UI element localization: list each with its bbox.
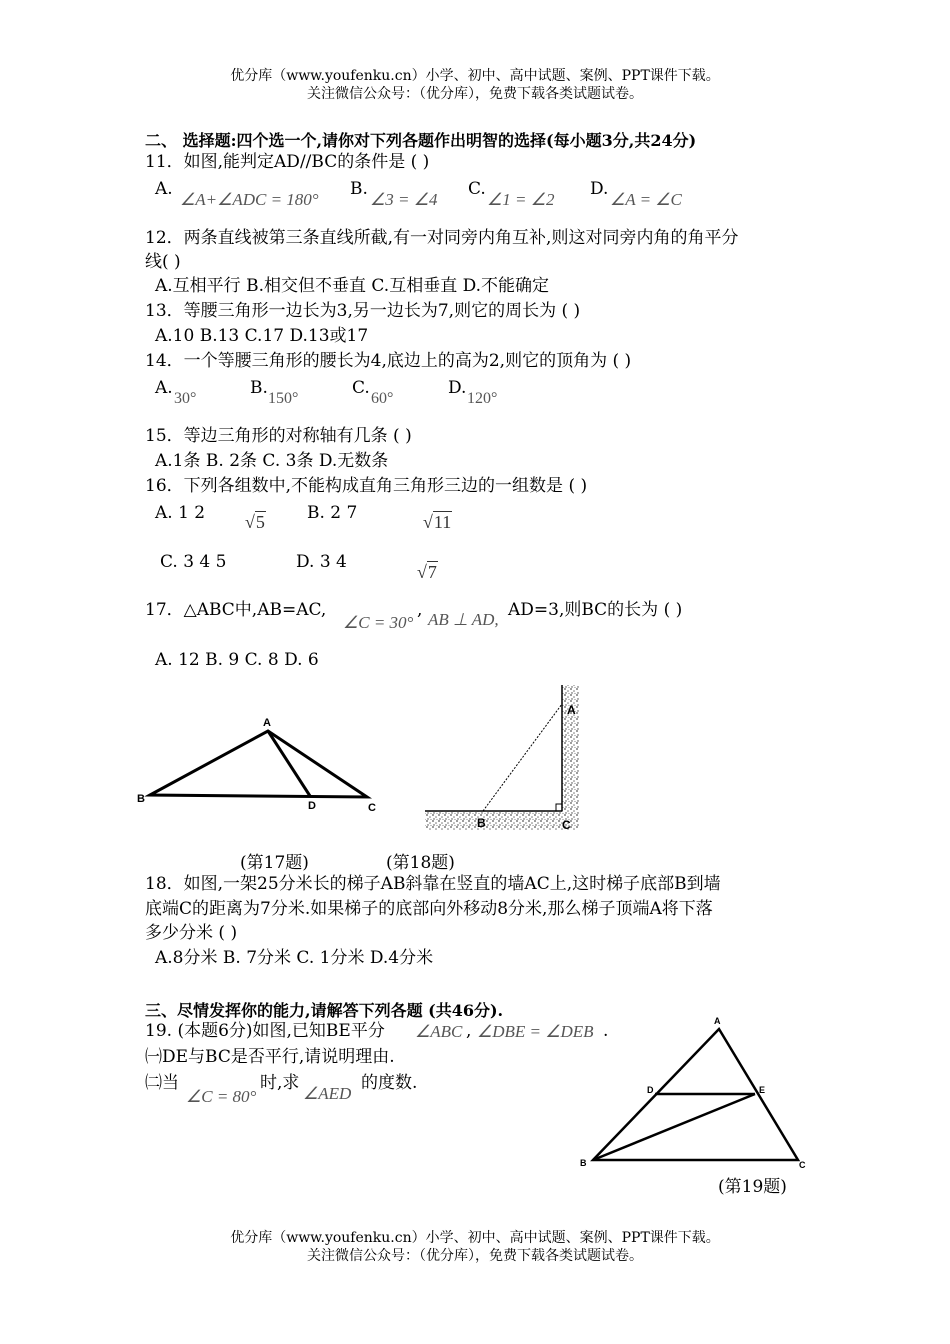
section3-title: 三、尽情发挥你的能力,请解答下列各题 (共46分). [145,1001,504,1020]
q12-stem-line-1: 12．两条直线被第三条直线所截,有一对同旁内角互补,则这对同旁内角的角平分 [145,228,739,248]
q14-option-b-math: 150° [268,390,299,407]
q15-options: A.1条 B. 2条 C. 3条 D.无数条 [155,451,389,471]
q19-stem: 19. (本题6分)如图,已知BE平分 [145,1021,385,1041]
q16-option-d: D. 3 4 [296,552,347,572]
figure-17-segment-ad [268,731,310,796]
q13-stem: 13．等腰三角形一边长为3,另一边长为7,则它的周长为 ( ) [145,301,581,321]
figure-19-segment-be [593,1094,755,1160]
q11-option-c-label: C. [468,179,486,199]
caption-figure-18: (第18题) [386,853,455,873]
q17-comma: , [417,600,423,620]
q19-part-2-mid: 时,求 [260,1073,300,1093]
q12-options: A.互相平行 B.相交但不垂直 C.互相垂直 D.不能确定 [155,276,550,296]
q16-option-b-radicand: 11 [433,512,452,532]
q14-stem: 14．一个等腰三角形的腰长为4,底边上的高为2,则它的顶角为 ( ) [145,351,632,371]
q19-part-2-angle-aed: ∠AED [303,1084,352,1103]
q17-ab-perp-ad: AB ⊥ AD, [428,610,499,629]
figure-19-label-d: D [647,1085,654,1095]
q11-option-a-label: A. [155,179,173,199]
figure-17-label-b: B [137,793,145,805]
q19-part-1: ㈠DE与BC是否平行,请说明理由. [145,1047,395,1067]
q14-option-a-label: A. [155,378,173,398]
caption-figure-17: (第17题) [240,853,309,873]
q18-options: A.8分米 B. 7分米 C. 1分米 D.4分米 [155,948,434,968]
q19-comma: , [466,1021,472,1041]
header-line-2: 关注微信公众号：（优分库），免费下载各类试题试卷。 [307,86,643,102]
figure-18-ground [425,811,579,830]
q17-stem-part1: 17．△ABC中,AB=AC, [145,600,327,620]
q19-part-2-prefix: ㈡当 [145,1073,179,1093]
section2-title: 二、 选择题:四个选一个,请你对下列各题作出明智的选择(每小题3分,共24分) [145,131,697,150]
caption-figure-19: (第19题) [718,1177,787,1197]
figure-17-triangle [130,712,390,817]
q16-option-d-radicand: 7 [427,562,437,582]
q16-option-a-radicand: 5 [255,512,265,532]
q14-option-a-math: 30° [174,390,197,407]
figure-18-right-angle [556,804,562,811]
q17-stem-part2: AD=3,则BC的长为 ( ) [508,600,683,620]
q11-option-c-math: ∠1 = ∠2 [487,190,555,209]
q14-option-b-label: B. [250,378,268,398]
q15-stem: 15．等边三角形的对称轴有几条 ( ) [145,426,412,446]
q14-option-d-math: 120° [467,390,498,407]
q14-option-d-label: D. [448,378,467,398]
figure-17-label-d: D [308,800,316,812]
q16-option-b: B. 2 7 [307,503,358,523]
q17-options: A. 12 B. 9 C. 8 D. 6 [155,650,319,670]
q19-angle-equation: ∠DBE = ∠DEB [477,1022,594,1041]
q14-option-c-math: 60° [371,390,394,407]
q11-option-d-label: D. [590,179,609,199]
q13-options: A.10 B.13 C.17 D.13或17 [155,326,369,346]
q11-option-d-math: ∠A = ∠C [610,190,682,209]
figure-18-label-c: C [562,818,571,832]
q16-option-a-sqrt: √5 [245,512,265,532]
q12-stem-line-2: 线( ) [145,252,181,272]
q18-stem-line-1: 18．如图,一架25分米长的梯子AB斜靠在竖直的墙AC上,这时梯子底部B到墙 [145,874,721,894]
q16-option-d-sqrt: √7 [417,562,437,582]
q19-period: . [603,1021,609,1041]
q18-stem-line-2: 底端C的距离为7分米.如果梯子的底部向外移动8分米,那么梯子顶端A将下落 [145,899,713,919]
q11-stem: 11．如图,能判定AD//BC的条件是 ( ) [145,152,430,172]
figure-18-ladder-ab [483,704,562,811]
figure-18-label-a: A [567,703,576,717]
q11-option-a-math: ∠A+∠ADC = 180° [180,190,319,209]
q19-part-2-suffix: 的度数. [361,1073,418,1093]
q18-stem-line-3: 多少分米 ( ) [145,923,238,943]
figure-17-triangle-abc [150,731,367,797]
q16-option-b-sqrt: √11 [423,512,452,532]
q19-angle-abc: ∠ABC [415,1022,463,1041]
figure-19-label-b: B [580,1158,587,1168]
figure-19-label-a: A [714,1016,721,1026]
header-line-1: 优分库（www.youfenku.cn）小学、初中、高中试题、案例、PPT课件下载。 [230,68,720,84]
footer-line-1: 优分库（www.youfenku.cn）小学、初中、高中试题、案例、PPT课件下载。 [230,1230,720,1246]
q16-option-a: A. 1 2 [155,503,206,523]
q11-option-b-math: ∠3 = ∠4 [370,190,438,209]
figure-18-ladder [420,682,585,837]
q11-option-b-label: B. [350,179,368,199]
q16-stem: 16．下列各组数中,不能构成直角三角形三边的一组数是 ( ) [145,476,588,496]
q17-angle-c: ∠C = 30° [343,613,414,632]
figure-17-label-c: C [368,802,376,814]
footer-line-2: 关注微信公众号：（优分库），免费下载各类试题试卷。 [307,1248,643,1264]
q19-part-2-angle-c: ∠C = 80° [186,1087,257,1106]
q16-option-c: C. 3 4 5 [160,552,227,572]
figure-19-label-e: E [759,1085,766,1095]
figure-19-label-c: C [799,1160,806,1170]
q14-option-c-label: C. [352,378,370,398]
figure-17-label-a: A [263,717,271,729]
figure-18-label-b: B [477,816,486,830]
figure-19-triangle [575,1012,815,1174]
